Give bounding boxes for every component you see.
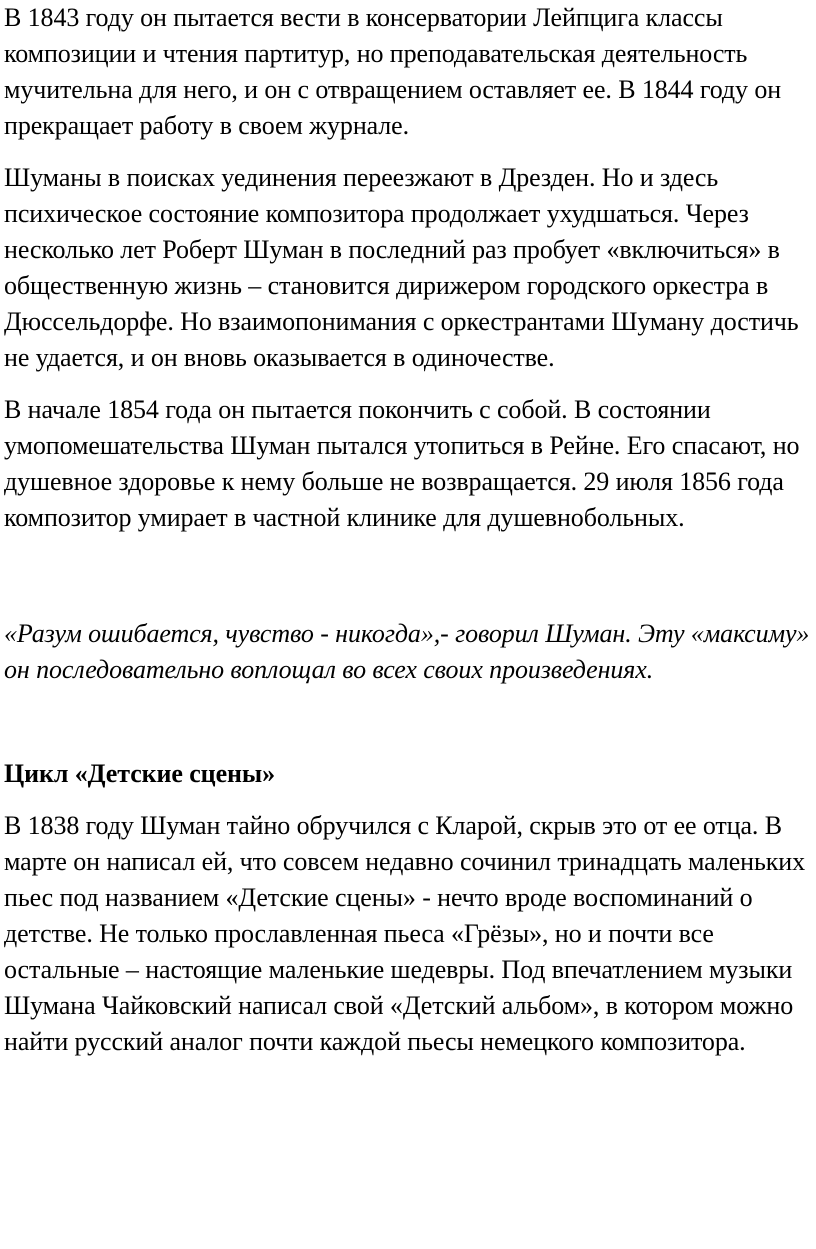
paragraph-leipzig: В 1843 году он пытается вести в консерватории Лейпцига классы композиции и чтения партитур, но преподавательская деятельность мучительна для него, и он с отвращением оставляет ее. В 1844 году он прекращает работу в своем журнале. bbox=[4, 3, 782, 140]
schumann-quote: «Разум ошибается, чувство - никогда»,- говорил Шуман. Эту «максиму» он последовательно воплощал во всех своих произведениях. bbox=[4, 619, 810, 684]
paragraph-kinderszenen: В 1838 году Шуман тайно обручился с Кларой, скрыв это от ее отца. В марте он написал ей, что совсем недавно сочинил тринадцать маленьких пьес под названием «Детские сцены» - нечто вроде воспоминаний о детстве. Не только прославленная пьеса «Грёзы», но и почти все остальные – настоящие маленькие шедевры. Под впечатлением музыки Шумана Чайковский написал свой «Детский альбом», в котором можно найти русский аналог почти каждой пьесы немецкого композитора. bbox=[4, 811, 805, 1056]
paragraph-dresden: Шуманы в поисках уединения переезжают в Дрезден. Но и здесь психическое состояние композитора продолжает ухудшаться. Через несколько лет Роберт Шуман в последний раз пробует «включиться» в общественную жизнь – становится дирижером городского оркестра в Дюссельдорфе. Но взаимопонимания с оркестрантами Шуману достичь не удается, и он вновь оказывается в одиночестве. bbox=[4, 163, 799, 372]
section-heading: Цикл «Детские сцены» bbox=[4, 759, 275, 788]
paragraph-1854: В начале 1854 года он пытается покончить с собой. В состоянии умопомешательства Шуман пытался утопиться в Рейне. Его спасают, но душевное здоровье к нему больше не возвращается. 29 июля 1856 года композитор умирает в частной клинике для душевнобольных. bbox=[4, 395, 800, 532]
